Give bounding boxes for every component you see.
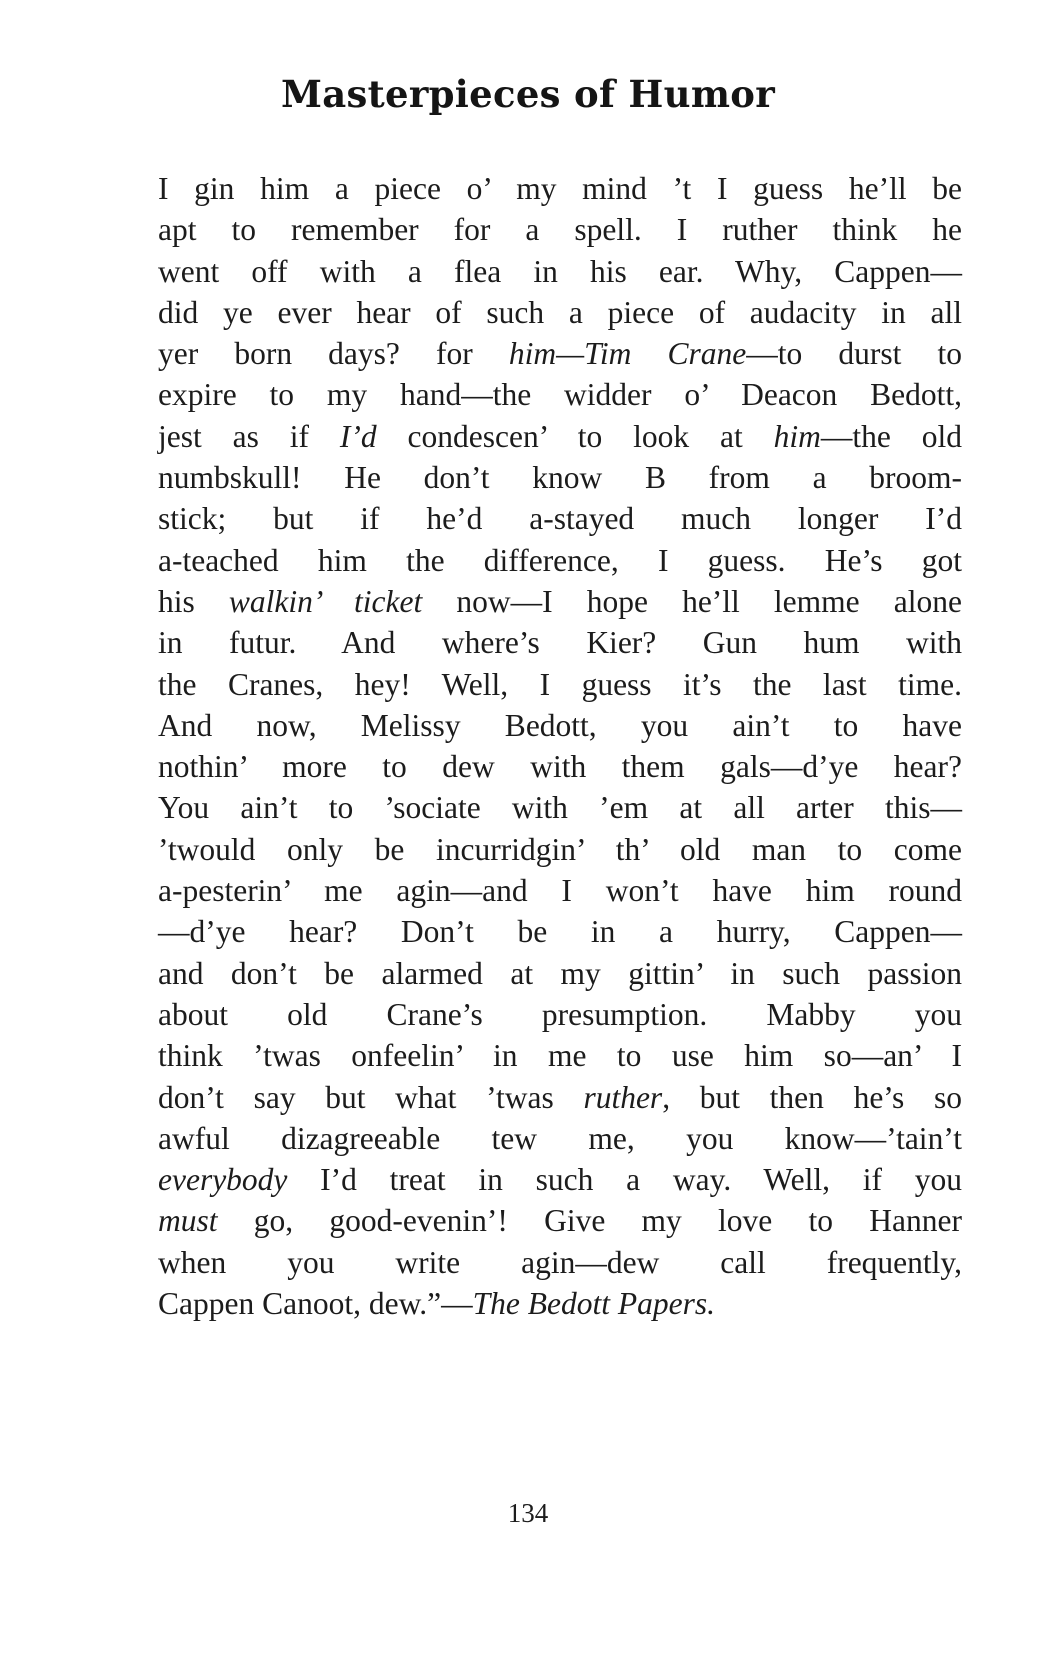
text-line [158,292,962,333]
text-line [158,581,962,622]
text-line [158,870,962,911]
text-line [158,911,962,952]
text-line [158,953,962,994]
text-segment: —the old [820,418,962,454]
text-line [158,209,962,250]
text-segment: his [158,583,229,619]
italic-text: ruther [583,1079,663,1115]
text-segment: condescen’ to look at [376,418,774,454]
text-segment: a-pesterin’ me agin—and I won’t have him round [158,873,962,909]
text-segment: I’d treat in such a way. Well, if you [287,1162,962,1198]
text-segment: and don’t be alarmed at my gittin’ in such passion [158,955,962,991]
text-segment: And now, Melissy Bedott, you ain’t to have [158,707,962,743]
italic-text: I’d [339,418,377,454]
text-line [158,416,962,457]
text-segment: go, good-evenin’! Give my love to Hanner [217,1203,962,1239]
body-text [158,168,962,1324]
text-line [158,498,962,539]
text-segment: yer born days? for [158,336,509,372]
text-segment: did ye ever hear of such a piece of audacity in all [158,294,962,330]
text-line [158,540,962,581]
text-line [158,1283,962,1324]
text-line [158,1118,962,1159]
italic-text: The Bedott Papers. [472,1286,715,1322]
text-segment: went off with a flea in his ear. Why, Cappen— [158,253,962,289]
text-segment: don’t say but what ’twas [158,1079,584,1115]
text-segment: think ’twas onfeelin’ in me to use him so—an’ I [158,1038,962,1074]
text-segment: I gin him a piece o’ my mind ’t I guess he’ll be [158,171,962,206]
text-segment: expire to my hand—the widder o’ Deacon Bedott, [158,377,962,413]
text-segment: Cappen Canoot, dew.”— [158,1286,473,1322]
text-line [158,746,962,787]
text-segment: the Cranes, hey! Well, I guess it’s the last time. [158,666,962,702]
text-segment: stick; but if he’d a-stayed much longer I’d [158,501,962,537]
text-segment: awful dizagreeable tew me, you know—’tain’t [158,1120,962,1156]
text-line [158,168,962,209]
text-segment: , but then he’s so [662,1079,962,1115]
text-segment: —d’ye hear? Don’t be in a hurry, Cappen— [158,914,962,950]
text-line [158,457,962,498]
text-line [158,1200,962,1241]
text-segment: when you write agin—dew call frequently, [158,1244,962,1280]
italic-text: him [773,418,821,454]
text-line [158,1242,962,1283]
text-segment: now—I hope he’ll lemme alone [422,583,962,619]
italic-text: him—Tim Crane [508,336,747,372]
text-line [158,787,962,828]
text-line [158,374,962,415]
text-segment: nothin’ more to dew with them gals—d’ye hear? [158,749,962,785]
text-segment: in futur. And where’s Kier? Gun hum with [158,625,962,661]
running-head: Masterpieces of Humor [280,72,776,116]
text-line [158,1077,962,1118]
italic-text: walkin’ ticket [228,583,423,619]
text-line [158,622,962,663]
text-line [158,664,962,705]
text-segment: —to durst to [746,336,962,372]
text-segment: about old Crane’s presumption. Mabby you [158,996,962,1032]
text-segment: You ain’t to ’sociate with ’em at all arter this— [158,790,962,826]
text-segment: numbskull! He don’t know B from a broom- [158,460,962,496]
text-line [158,829,962,870]
text-line [158,333,962,374]
text-line [158,1035,962,1076]
italic-text: everybody [158,1162,288,1198]
text-line [158,1159,962,1200]
italic-text: must [158,1203,218,1239]
text-segment: jest as if [158,418,340,454]
text-line [158,994,962,1035]
text-segment: a-teached him the difference, I guess. He’s got [158,542,962,578]
page-number: 134 [507,1498,549,1528]
text-segment: apt to remember for a spell. I ruther think he [158,212,962,248]
text-segment: ’twould only be incurridgin’ th’ old man to come [158,831,962,867]
text-line [158,251,962,292]
text-line [158,705,962,746]
